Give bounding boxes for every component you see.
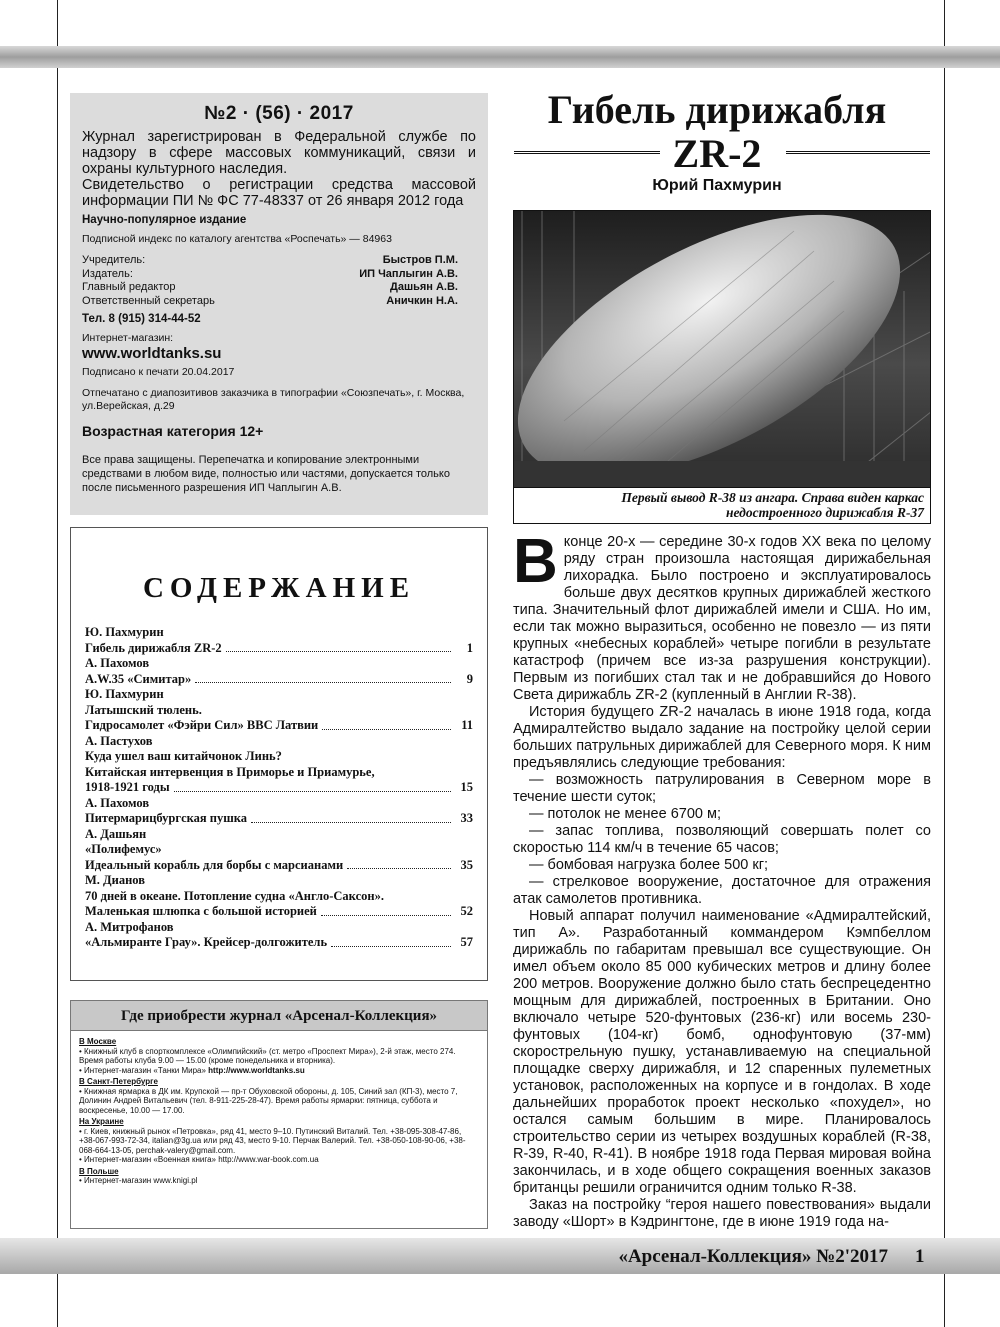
where-to-buy-body bbox=[71, 1031, 487, 1190]
top-gray-bar bbox=[0, 46, 1000, 68]
toc-author: М. Дианов bbox=[85, 873, 145, 887]
caption-line1: Первый вывод R-38 из ангара. Справа виден каркас bbox=[621, 490, 924, 505]
imprint-box bbox=[70, 93, 488, 515]
title-rule-left bbox=[514, 151, 660, 154]
toc-item-title: Идеальный корабль для борбы с марсианами bbox=[85, 857, 344, 872]
staff-name: ИП Чаплыгин А.В. bbox=[359, 267, 458, 280]
city-moscow: В Москве bbox=[79, 1037, 117, 1046]
toc-author: А. Дашьян bbox=[85, 826, 147, 841]
drop-cap: В bbox=[513, 527, 558, 596]
toc-leader-dots bbox=[226, 641, 451, 653]
toc-item[interactable] bbox=[85, 935, 473, 951]
printing-info: Отпечатано с диапозитивов заказчика в типографии «Союзпечать», г. Москва, ул.Верейская, д.29 bbox=[82, 387, 465, 412]
poland-store-1: • Интернет-магазин www.knigi.pl bbox=[79, 1176, 198, 1185]
article-author: Юрий Пахмурин bbox=[652, 177, 782, 194]
photo-caption bbox=[513, 488, 931, 524]
toc-author: Ю. Пахмурин bbox=[85, 687, 164, 701]
moscow-store-1: • Книжный клуб в спорткомплексе «Олимпийский» (ст. метро «Проспект Мира»), 2-й этаж, место 274. Время работы клуба 9.00 — 15.00 (кроме понедельника и вторника). bbox=[79, 1046, 456, 1065]
staff-role: Учредитель: bbox=[82, 254, 146, 266]
toc-item[interactable] bbox=[85, 765, 473, 781]
spb-store-1: • Книжная ярмарка в ДК им. Крупской — пр-т Обуховской обороны, д. 105, Синий зал (КП-3), место 7, Долинин Андрей Витальевич (тел. 8-911-225-28-47). Время работы ярмарки: пятница, суббота и воскресенье, 10.00 — 17.00. bbox=[79, 1086, 458, 1115]
toc-leader-dots bbox=[347, 858, 451, 870]
requirement-4: — бомбовая нагрузка более 500 кг; bbox=[529, 857, 769, 873]
toc-page-number bbox=[455, 749, 473, 765]
footer-journal: «Арсенал-Коллекция» №2'2017 bbox=[618, 1246, 888, 1267]
toc-leader-dots bbox=[286, 749, 451, 761]
toc-item-title: «Полифемус» bbox=[85, 842, 162, 856]
toc-item-title: Китайская интервенция в Приморье и Приамурье, bbox=[85, 764, 375, 779]
staff-role: Издатель: bbox=[82, 267, 133, 280]
toc-item[interactable] bbox=[85, 889, 473, 905]
toc-item-title: Питермарицбургская пушка bbox=[85, 811, 248, 825]
staff-list bbox=[82, 254, 476, 308]
article-title-line2: ZR-2 bbox=[672, 131, 762, 176]
signed-date: Подписано к печати 20.04.2017 bbox=[82, 366, 235, 378]
toc-page-number bbox=[455, 765, 473, 781]
footer-page-number: 1 bbox=[915, 1246, 925, 1267]
toc-item[interactable] bbox=[85, 703, 473, 719]
toc-page-number: 33 bbox=[460, 811, 473, 825]
ukraine-store-2: • Интернет-магазин «Военная книга» http://www.war-book.com.ua bbox=[79, 1155, 319, 1164]
toc-leader-dots bbox=[206, 703, 451, 715]
subscription-index: Подписной индекс по каталогу агентства «Роспечать» — 84963 bbox=[82, 233, 392, 245]
toc-item-title: «Альмиранте Грау». Крейсер-долгожитель bbox=[85, 935, 328, 949]
toc-page-number bbox=[455, 842, 473, 858]
toc-item-title: A.W.35 «Симитар» bbox=[85, 671, 192, 686]
city-poland: В Польше bbox=[79, 1166, 119, 1176]
issue-number: №2 · (56) · 2017 bbox=[204, 103, 354, 124]
staff-name: Дашьян А.В. bbox=[389, 281, 458, 293]
left-margin-line bbox=[57, 0, 58, 1327]
toc-list bbox=[85, 625, 473, 951]
toc-leader-dots bbox=[322, 718, 451, 730]
toc-leader-dots bbox=[166, 842, 451, 854]
staff-row bbox=[82, 295, 476, 309]
toc-page-number: 15 bbox=[460, 780, 473, 794]
toc-leader-dots bbox=[174, 780, 451, 792]
paragraph-2: История будущего ZR-2 началась в июне 1918 года, когда Адмиралтейство выдало задание на постройку целой серии больших патрульных дирижаблей для Северного моря. К ним предъявлялись следующие требования: bbox=[513, 704, 931, 771]
shop-label: Интернет-магазин: bbox=[82, 332, 174, 344]
title-rule-right bbox=[786, 151, 930, 154]
age-category: Возрастная категория 12+ bbox=[82, 423, 264, 439]
toc-page-number: 11 bbox=[461, 718, 473, 732]
moscow-store-2-label: • Интернет-магазин «Танки Мира» bbox=[79, 1065, 206, 1075]
contents-title: СОДЕРЖАНИЕ bbox=[142, 572, 416, 604]
toc-author: А. Пастухов bbox=[85, 733, 153, 748]
rights-notice: Все права защищены. Перепечатка и копирование электронными средствами в любом виде, полностью или частями, допускается только после письменного разрешения ИП Чаплыгин А.В. bbox=[82, 454, 450, 494]
toc-leader-dots bbox=[379, 765, 451, 777]
staff-row bbox=[82, 268, 476, 282]
toc-item-title: Латышский тюлень. bbox=[85, 702, 202, 717]
airship-hangar-image bbox=[514, 211, 931, 488]
article-body bbox=[513, 527, 931, 1231]
toc-item[interactable] bbox=[85, 718, 473, 734]
toc-page-number: 35 bbox=[460, 857, 473, 872]
staff-row bbox=[82, 254, 476, 268]
city-ukraine: На Украине bbox=[79, 1117, 124, 1126]
where-to-buy-box bbox=[70, 1000, 488, 1229]
paragraph-4: Заказ на постройку “героя нашего повествования» выдали заводу «Шорт» в Кэдрингтоне, где в июне 1919 года на- bbox=[513, 1197, 931, 1230]
edition-type: Научно-популярное издание bbox=[82, 214, 247, 226]
toc-page-number bbox=[455, 889, 473, 905]
toc-author: А. Пахомов bbox=[85, 656, 150, 670]
right-margin-line bbox=[944, 0, 945, 1327]
paragraph-3: Новый аппарат получил наименование «Адмиралтейский, тип А». Разработанный коммандером Кэмпбеллом дирижабль по габаритам превышал все существующие. Он имел объем около 85 000 кубических метров и длину более 200 метров. Вооружение должно было стать беспрецедентно мощным для дирижаблей, построенных в Британии. Оно включало четыре 520-фунтовых (236-кг) или восемь 230-фунтовых (104-кг) бомб, однофунтовую (37-мм) скорострельную пушку, устанавливаемую на специальной площадке сверху дирижабля, и 12 спаренных пулеметных установок, расположенных на корпусе и в гондолах. В ходе дальнейших проработок проект несколько «похудел», но остался самым большим в мире. Планировалось строительство серии из четырех воздушных кораблей (R-38, R-39, R-40, R-41). В ноябре 1918 года Первая мировая война закончилась, и в ходе общего сокращения военных заказов британцы решили ограничится одним только R-38. bbox=[513, 908, 931, 1196]
airship-photo bbox=[513, 210, 931, 488]
toc-page-number bbox=[455, 703, 473, 719]
requirement-1: — возможность патрулирования в Северном море в течение шести суток; bbox=[513, 772, 931, 805]
toc-item-title: 1918-1921 годы bbox=[85, 780, 170, 794]
moscow-store-2 bbox=[79, 1066, 479, 1076]
toc-item[interactable] bbox=[85, 842, 473, 858]
toc-item-title: Маленькая шлюпка с большой историей bbox=[85, 904, 317, 918]
paragraph-1 bbox=[513, 527, 931, 704]
paragraph-1-text: конце 20-х — середине 30-х годов XX века по целому ряду стран произошла настоящая дирижабельная лихорадка. Было построено и эксплуатировалось больше двух десятков крупных дирижаблей жесткого типа. Значительный флот дирижаблей имели и США. Но им, если так можно выразиться, особенно не повезло — из пяти крупных «небесных кораблей» четыре погибли в результате катастроф (причем все из-за разрушения конструкции). Первым из погибших стал так и не добравшийся до Нового Света дирижабль ZR-2 (купленный в Англии R-38). bbox=[513, 534, 931, 703]
staff-name: Аничкин Н.А. bbox=[386, 294, 458, 307]
requirement-3: — запас топлива, позволяющий совершать полет со скоростью 114 км/ч в течение 65 часов; bbox=[513, 823, 931, 856]
article-title-line1: Гибель дирижабля bbox=[547, 87, 887, 132]
toc-item[interactable] bbox=[85, 811, 473, 827]
toc-item[interactable] bbox=[85, 858, 473, 874]
toc-author: Ю. Пахмурин bbox=[85, 625, 164, 639]
staff-role: Ответственный секретарь bbox=[82, 294, 215, 307]
toc-item[interactable] bbox=[85, 672, 473, 688]
toc-item-title: Куда ушел ваш китайчонок Линь? bbox=[85, 749, 282, 763]
staff-row bbox=[82, 281, 476, 295]
article-title bbox=[512, 88, 922, 176]
requirement-5: — стрелковое вооружение, достаточное для отражения атак самолетов противника. bbox=[513, 874, 931, 907]
city-spb: В Санкт-Петербурге bbox=[79, 1077, 158, 1086]
toc-item-title: Гидросамолет «Фэйри Сил» ВВС Латвии bbox=[85, 718, 319, 732]
moscow-store-2-url[interactable]: http://www.worldtanks.su bbox=[208, 1065, 305, 1075]
toc-page-number: 9 bbox=[466, 671, 473, 686]
toc-item[interactable] bbox=[85, 749, 473, 765]
requirement-2: — потолок не менее 6700 м; bbox=[529, 806, 721, 822]
toc-author: А. Митрофанов bbox=[85, 919, 174, 934]
toc-leader-dots bbox=[251, 811, 451, 823]
shop-url[interactable]: www.worldtanks.su bbox=[82, 345, 222, 362]
contents-box bbox=[70, 527, 488, 981]
toc-item-title: 70 дней в океане. Потопление судна «Англо-Саксон». bbox=[85, 888, 384, 903]
toc-page-number: 1 bbox=[466, 640, 473, 655]
toc-leader-dots bbox=[388, 889, 451, 901]
toc-item[interactable] bbox=[85, 904, 473, 920]
toc-page-number: 57 bbox=[460, 935, 473, 949]
registration-text: Журнал зарегистрирован в Федеральной службе по надзору в сфере массовых коммуникаций, связи и охраны культурного наследия. bbox=[82, 129, 476, 177]
toc-leader-dots bbox=[331, 935, 451, 947]
toc-item[interactable] bbox=[85, 780, 473, 796]
caption-line2: недостроенного дирижабля R-37 bbox=[726, 505, 924, 520]
toc-item-title: Гибель дирижабля ZR-2 bbox=[85, 640, 222, 655]
staff-role: Главный редактор bbox=[82, 281, 176, 293]
staff-name: Быстров П.М. bbox=[382, 254, 458, 266]
ukraine-store-1: • г. Киев, книжный рынок «Петровка», ряд 41, место 9–10. Путинский Виталий. Тел. +38-095-308-47-86, +38-067-993-72-34, italian@3g.ua или ряд 43, место 9-10. Перчак Валерий. Тел. +38-050-108-90-06, +38-068-664-13-05, perchak-valery@gmail.com. bbox=[79, 1126, 466, 1155]
toc-page-number: 52 bbox=[460, 904, 473, 918]
certificate-text: Свидетельство о регистрации средства массовой информации ПИ № ФС 77-48337 от 26 января 2012 года bbox=[82, 177, 476, 209]
toc-author: А. Пахомов bbox=[85, 795, 150, 810]
toc-leader-dots bbox=[195, 672, 451, 684]
where-to-buy-heading: Где приобрести журнал «Арсенал-Коллекция» bbox=[71, 1001, 487, 1031]
toc-leader-dots bbox=[321, 904, 451, 916]
phone: Тел. 8 (915) 314-44-52 bbox=[82, 313, 201, 325]
toc-item[interactable] bbox=[85, 641, 473, 657]
